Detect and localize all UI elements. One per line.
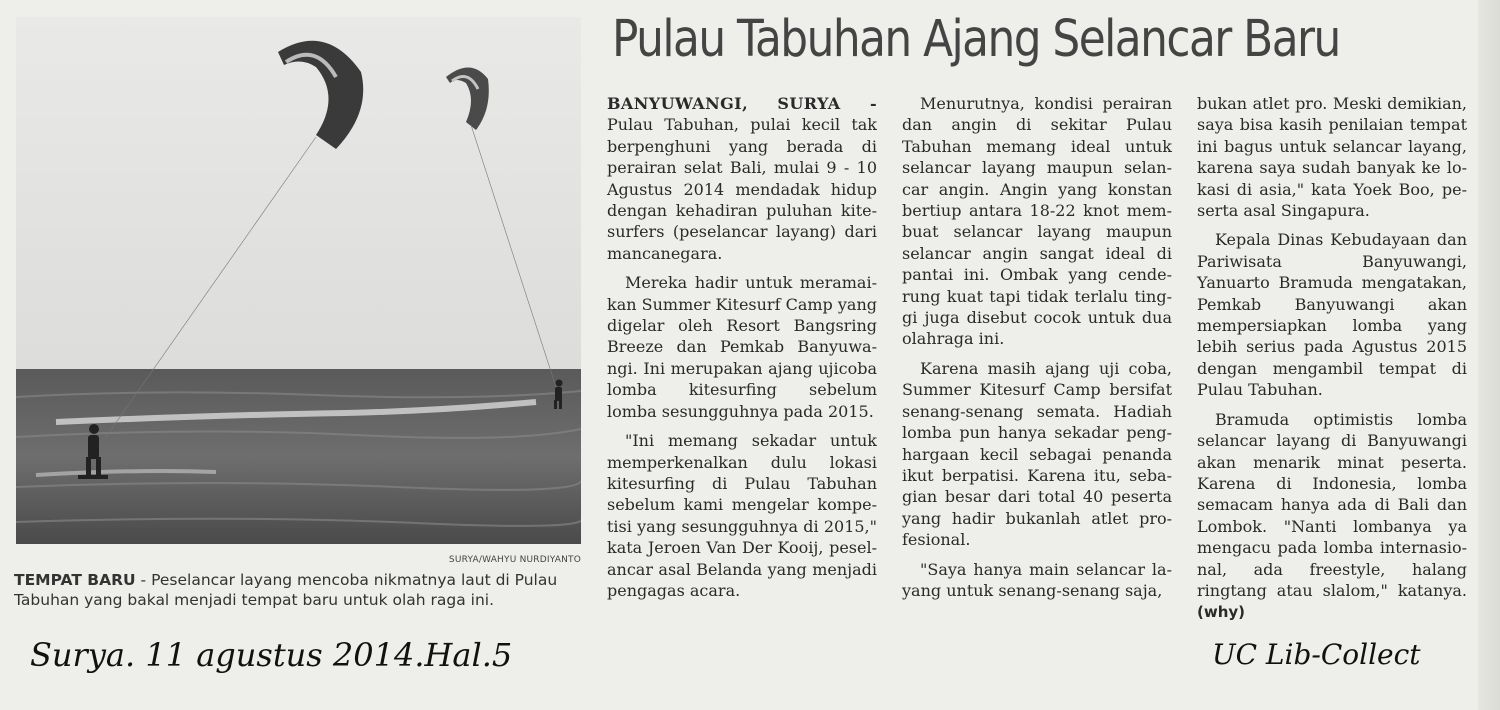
caption-lead: TEMPAT BARU xyxy=(14,571,136,589)
article-paragraph: Mereka hadir untuk meramaikan Summer Kitesurf Camp yang digelar oleh Resort Bangsring Breeze dan Pemkab Banyuwangi. Ini merupakan ajang ujicoba lomba kitesurfing sebelum lomba sesungguhnya pada 2015. xyxy=(607,273,877,421)
scan-edge xyxy=(1478,0,1500,710)
source-note: Surya. 11 agustus 2014.Hal.5 xyxy=(30,636,513,674)
article-column-1 xyxy=(607,93,877,609)
collection-stamp: UC Lib-Collect xyxy=(1212,638,1421,671)
dateline: BANYUWANGI, SURYA - xyxy=(607,94,877,113)
kitesurf-photo xyxy=(16,17,581,544)
article-paragraph: Menurutnya, kondisi perairan dan angin di sekitar Pulau Tabuhan memang ideal untuk selancar layang maupun selancar angin. Angin yang konstan bertiup antara 18-22 knot membuat selancar layang maupun selancar angin sangat ideal di pantai ini. Ombak yang cenderung kuat tapi tidak terlalu tinggi juga disebut cocok untuk dua olahraga ini. xyxy=(902,94,1172,349)
headline: Pulau Tabuhan Ajang Selancar Baru xyxy=(612,10,1340,69)
article-paragraph: Kepala Dinas Kebudayaan dan Pariwisata Banyuwangi, Yanuarto Bramuda mengatakan, Pemkab Banyuwangi akan mempersiapkan lomba yang lebih serius pada Agustus 2015 dengan mengambil tempat di Pulau Tabuhan. xyxy=(1197,230,1467,400)
article-column-2 xyxy=(902,93,1172,609)
article-paragraph: "Ini memang sekadar untuk memperkenalkan dulu lokasi kitesurfing di Pulau Tabuhan sebelum kami mengelar kompetisi yang sesungguhnya di 2015," kata Jeroen Van Der Kooij, peselancar asal Belanda yang menjadi pengagas acara. xyxy=(607,431,877,600)
article-paragraph: "Saya hanya main selancar layang untuk senang-senang saja, xyxy=(902,559,1172,600)
caption-text: - Peselancar layang mencoba nikmatnya laut di Pulau Tabuhan yang bakal menjadi tempat baru untuk olah raga ini. xyxy=(14,571,558,609)
article-paragraph: Karena masih ajang uji coba, Summer Kitesurf Camp bersifat senang-senang semata. Hadiah lomba pun hanya sekadar penghargaan kecil sebagai penanda ikut berpatisi. Karena itu, sebagian besar dari total 40 peserta yang hadir bukanlah atlet profesional. xyxy=(902,358,1172,550)
photo-credit: SURYA/WAHYU NURDIYANTO xyxy=(448,555,581,565)
article-paragraph: bukan atlet pro. Meski demikian, saya bisa kasih penilaian tempat ini bagus untuk selancar layang, karena saya sudah banyak ke lokasi di asia," kata Yoek Boo, peserta asal Singapura. xyxy=(1197,94,1467,221)
byline: (why) xyxy=(1197,603,1246,622)
article-column-3 xyxy=(1197,93,1467,632)
article-paragraph: Bramuda optimistis lomba selancar layang di Banyuwangi akan menarik minat peserta. Karena di Indonesia, lomba semacam hanya ada di Bali dan Lombok. "Nanti lombanya ya mengacu pada lomba internasional, ada freestyle, halang ringtang atau slalom," katanya. (why) xyxy=(1197,409,1467,622)
photo-caption xyxy=(14,570,586,610)
article-paragraph: BANYUWANGI, SURYA - Pulau Tabuhan, pulai kecil tak berpenghuni yang berada di perairan selat Bali, mulai 9 - 10 Agustus 2014 mendadak hidup dengan kehadiran puluhan kitesurfers (peselancar layang) dari mancanegara. xyxy=(607,94,877,263)
